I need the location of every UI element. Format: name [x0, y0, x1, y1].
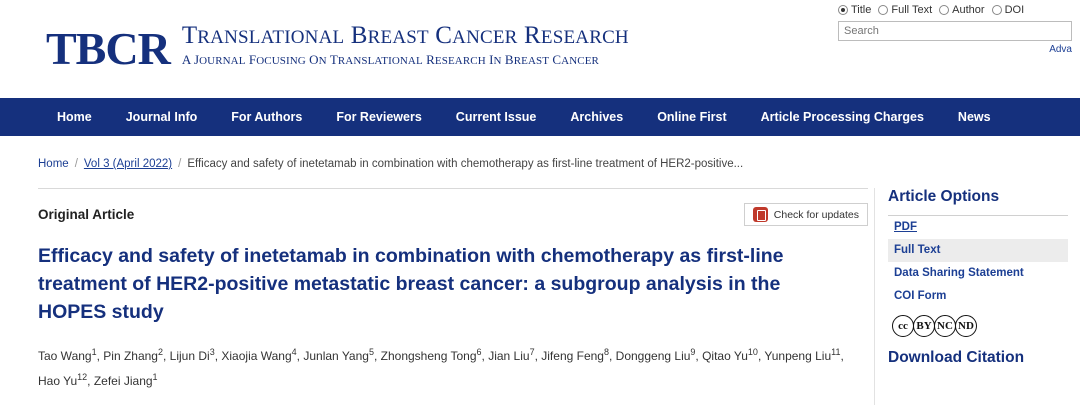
author-name[interactable]: Qitao Yu$^{10}$: [702, 347, 758, 363]
search-scope-author[interactable]: [939, 4, 984, 16]
author-affiliation-marker: 7: [529, 347, 535, 357]
journal-title: [182, 22, 629, 51]
breadcrumb: [38, 158, 743, 170]
author-name[interactable]: Zhongsheng Tong$^6$: [380, 347, 482, 363]
author-affiliation-marker: 11: [831, 347, 841, 357]
cc-mark-nd: ND: [955, 315, 977, 337]
breadcrumb-current: Efficacy and safety of inetetamab in combination with chemotherapy as first-line treatment of HER2-positive...: [187, 158, 744, 170]
author-name[interactable]: Jian Liu$^7$: [488, 347, 535, 363]
nav-item-home[interactable]: Home: [57, 110, 92, 124]
cc-by-nc-nd-icon[interactable]: [892, 315, 976, 337]
download-citation-title: Download Citation: [888, 349, 1025, 366]
nav-item-article-processing-charges[interactable]: Article Processing Charges: [760, 110, 924, 124]
breadcrumb-separator: /: [74, 158, 78, 170]
author-affiliation-marker: 8: [603, 347, 609, 357]
author-name[interactable]: Lijun Di$^3$: [169, 347, 215, 363]
article-options-list: [888, 215, 1068, 308]
sidebar-divider: [874, 188, 875, 405]
nav-item-archives[interactable]: Archives: [570, 110, 624, 124]
nav-item-journal-info[interactable]: Journal Info: [125, 110, 198, 124]
radio-icon[interactable]: [939, 5, 949, 15]
breadcrumb-volume[interactable]: Vol 3 (April 2022): [83, 158, 173, 170]
radio-icon[interactable]: [838, 5, 848, 15]
crossmark-icon: [753, 207, 768, 222]
search-input[interactable]: [838, 21, 1072, 41]
author-name[interactable]: Donggeng Liu$^9$: [615, 347, 696, 363]
author-affiliation-marker: 1: [91, 347, 97, 357]
nav-item-online-first[interactable]: Online First: [657, 110, 727, 124]
article-type-label: Original Article: [38, 207, 135, 222]
search-panel: [830, 0, 1080, 55]
article-options-title: Article Options: [888, 188, 1000, 205]
search-scope-doi-label: DOI: [1004, 4, 1025, 16]
nav-item-current-issue[interactable]: Current Issue: [455, 110, 537, 124]
nav-item-for-authors[interactable]: For Authors: [231, 110, 303, 124]
article-main: [38, 188, 868, 392]
author-affiliation-marker: 3: [209, 347, 215, 357]
cc-mark-by: BY: [913, 315, 935, 337]
search-scope-doi[interactable]: [992, 4, 1025, 16]
author-list: Tao Wang$^1$, Pin Zhang$^2$, Lijun Di$^3$, Xiaojia Wang$^4$, Junlan Yang$^5$, Zhongsheng Tong$^6$, Jian Liu$^7$, Jifeng Feng$^8$, Donggeng Liu$^9$, Qitao Yu$^{10}$, Yunpeng Liu$^{11}$, Hao Yu$^{12}$, Zefei Jiang$^1$: [38, 347, 844, 388]
journal-title-text: TRANSLATIONAL BREAST CANCER RESEARCH: [181, 22, 629, 49]
author-affiliation-marker: 2: [157, 347, 163, 357]
journal-title-block: [182, 22, 629, 72]
cc-mark-cc: cc: [892, 315, 914, 337]
masthead: [46, 22, 629, 72]
journal-logo[interactable]: TBCR: [46, 23, 170, 74]
author-name[interactable]: Hao Yu$^{12}$: [38, 372, 88, 388]
search-scope-fulltext-label: Full Text: [891, 4, 933, 16]
author-name[interactable]: Tao Wang$^1$: [38, 347, 97, 363]
author-name[interactable]: Xiaojia Wang$^4$: [221, 347, 297, 363]
author-affiliation-marker: 9: [690, 347, 696, 357]
author-affiliation-marker: 6: [476, 347, 482, 357]
author-name[interactable]: Pin Zhang$^2$: [103, 347, 163, 363]
page-title: Efficacy and safety of inetetamab in combination with chemotherapy as first-line treatment of HER2-positive metastatic breast cancer: a subgroup analysis in the HOPES study: [38, 245, 784, 323]
sidebar-item-full-text[interactable]: Full Text: [888, 239, 1068, 262]
breadcrumb-home[interactable]: Home: [38, 158, 69, 170]
author-affiliation-marker: 10: [747, 347, 758, 357]
author-affiliation-marker: 4: [291, 347, 297, 357]
main-navigation: [0, 98, 1080, 136]
author-affiliation-marker: 12: [77, 372, 88, 382]
search-scope-radios: [838, 4, 1072, 16]
search-scope-title[interactable]: [838, 4, 871, 16]
author-affiliation-marker: 1: [152, 372, 158, 382]
sidebar-item-pdf[interactable]: PDF: [894, 221, 917, 233]
author-name[interactable]: Jifeng Feng$^8$: [541, 347, 609, 363]
breadcrumb-separator: /: [178, 158, 182, 170]
search-scope-title-label: Title: [851, 4, 872, 16]
radio-icon[interactable]: [878, 5, 888, 15]
radio-icon[interactable]: [992, 5, 1002, 15]
license-row: [892, 315, 1068, 337]
article-options-sidebar: [888, 188, 1068, 367]
author-name[interactable]: Zefei Jiang$^1$: [93, 372, 158, 388]
sidebar-item-data-sharing-statement[interactable]: Data Sharing Statement: [894, 267, 1024, 279]
nav-item-for-reviewers[interactable]: For Reviewers: [336, 110, 422, 124]
sidebar-item-coi-form[interactable]: COI Form: [894, 290, 947, 302]
journal-subtitle: A JOURNAL FOCUSING ON TRANSLATIONAL RESEARCH IN BREAST CANCER: [181, 52, 599, 67]
author-affiliation-marker: 5: [368, 347, 374, 357]
article-header-row: [38, 203, 868, 226]
cc-mark-nc: NC: [934, 315, 956, 337]
divider: [38, 188, 868, 189]
search-scope-fulltext[interactable]: [878, 4, 932, 16]
author-name[interactable]: Yunpeng Liu$^{11}$: [764, 347, 841, 363]
author-name[interactable]: Junlan Yang$^5$: [303, 347, 374, 363]
check-for-updates-label: Check for updates: [773, 208, 859, 221]
advanced-search-link[interactable]: Adva: [1049, 44, 1072, 55]
nav-item-news[interactable]: News: [957, 110, 991, 124]
check-for-updates-button[interactable]: [744, 203, 868, 226]
search-scope-author-label: Author: [952, 4, 985, 16]
